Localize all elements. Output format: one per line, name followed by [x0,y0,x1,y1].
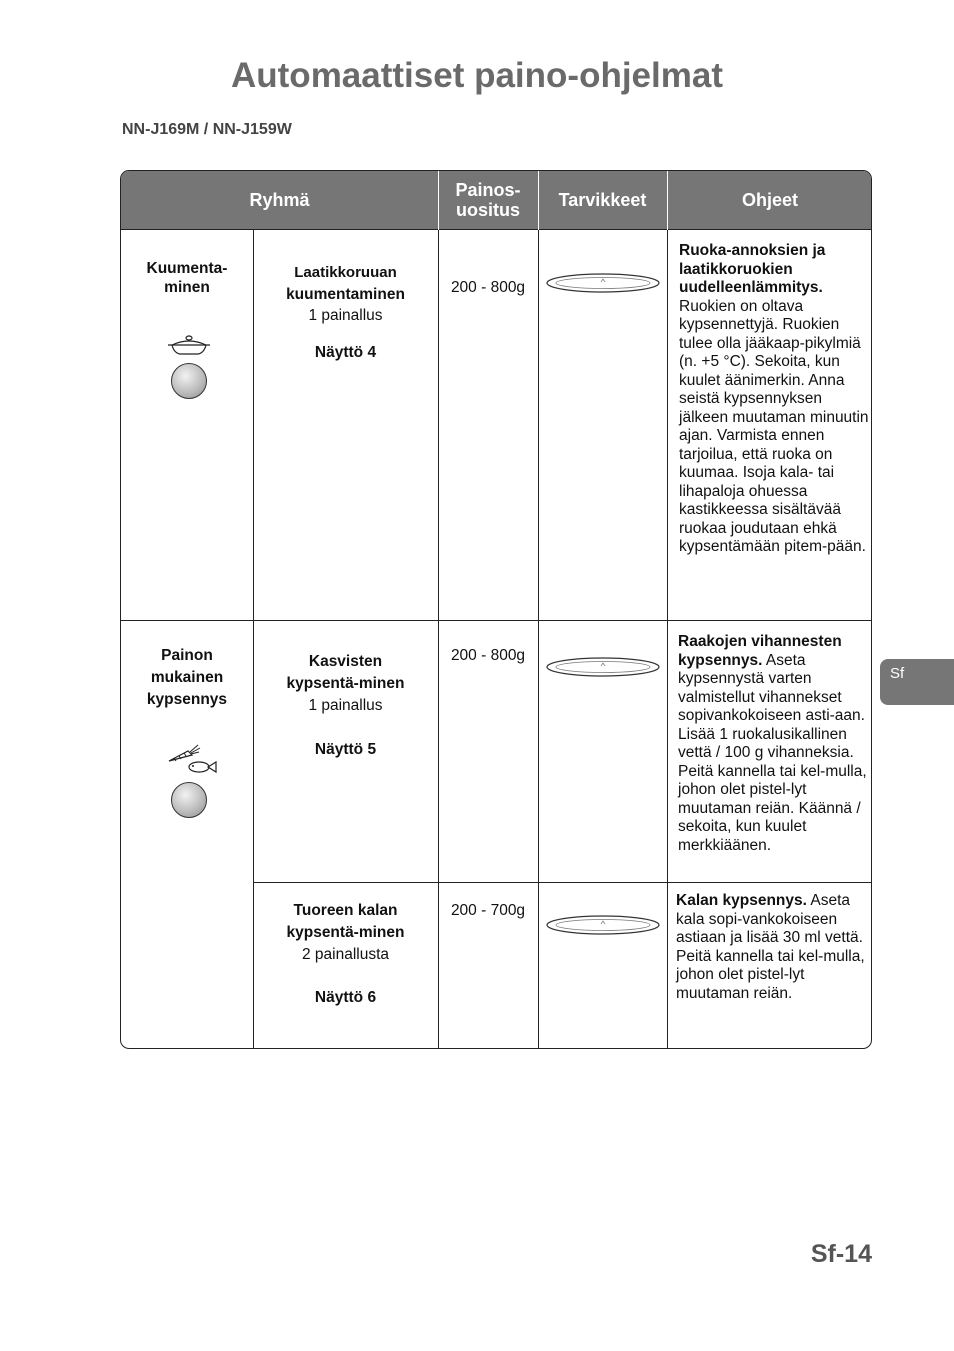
language-tab: Sf [880,659,954,705]
program-fresh-fish: Tuoreen kalan kypsentä-minen 2 painallusta Näyttö 6 [286,902,405,1006]
header-group: Ryhmä [121,171,438,230]
weight-cook-button[interactable] [171,782,207,818]
header-weight: Painos- uositus [438,171,538,230]
program-vegetables: Kasvisten kypsentä-minen 1 painallus Näyttö 5 [286,653,405,758]
covered-dish-icon [166,333,212,357]
weight-range-2: 200 - 800g [450,647,526,664]
header-instructions: Ohjeet [667,171,872,230]
plate-icon [545,655,661,681]
page-title: Automaattiset paino-ohjelmat [231,56,723,95]
programs-table [120,170,872,1049]
instructions-1: Ruoka-annoksien ja laatikkoruokien uudelleenlämmitys. Ruokien on oltava kypsennettyjä. Ruokien tulee olla jääkaap-pikylmiä (n. +5 °C). Sekoita, kun kuulet äänimerkin. Anna seistä kypsennyksen jälkeen muutaman minuutin ajan. Varmista ennen tarjoilua, että ruoka on kuumaa. Isoja kala- tai lihapaloja ohuessa kastikkeessa sisältävää ruokaa joudutaan ehkä kypsentämään pitem-pään. [679,242,869,555]
weight-range-3: 200 - 700g [450,902,526,919]
group-reheat-label: Kuumenta- minen [146,260,228,296]
group-weight-cook-label: Painon mukainen kypsennys [146,647,228,708]
weight-range-1: 200 - 800g [450,279,526,296]
program-reheat-casserole: Laatikkoruuan kuumentaminen 1 painallus Näyttö 4 [286,264,405,361]
reheat-button[interactable] [171,363,207,399]
header-accessories: Tarvikkeet [538,171,667,230]
instructions-3: Kalan kypsennys. Aseta kala sopi-vankokoiseen astiaan ja lisää 30 ml vettä. Peitä kannella tai kel-mulla, johon olet pistel-lyt muutaman reiän. [676,892,865,1002]
instructions-2: Raakojen vihannesten kypsennys. Aseta kypsennystä varten valmistellut vihannekset sopivankokoiseen asti-aan. Lisää 1 ruokalusikallinen vettä / 100 g vihanneksia. Peitä kannella tai kel-mulla, johon olet pistel-lyt muutaman reiän. Käännä / sekoita, kun kuulet merkkiäänen. [678,633,867,854]
plate-icon [545,271,661,297]
vegetable-fish-icon [166,743,218,779]
plate-icon [545,913,661,939]
model-numbers: NN-J169M / NN-J159W [122,121,292,138]
page-number: Sf-14 [810,1240,872,1268]
